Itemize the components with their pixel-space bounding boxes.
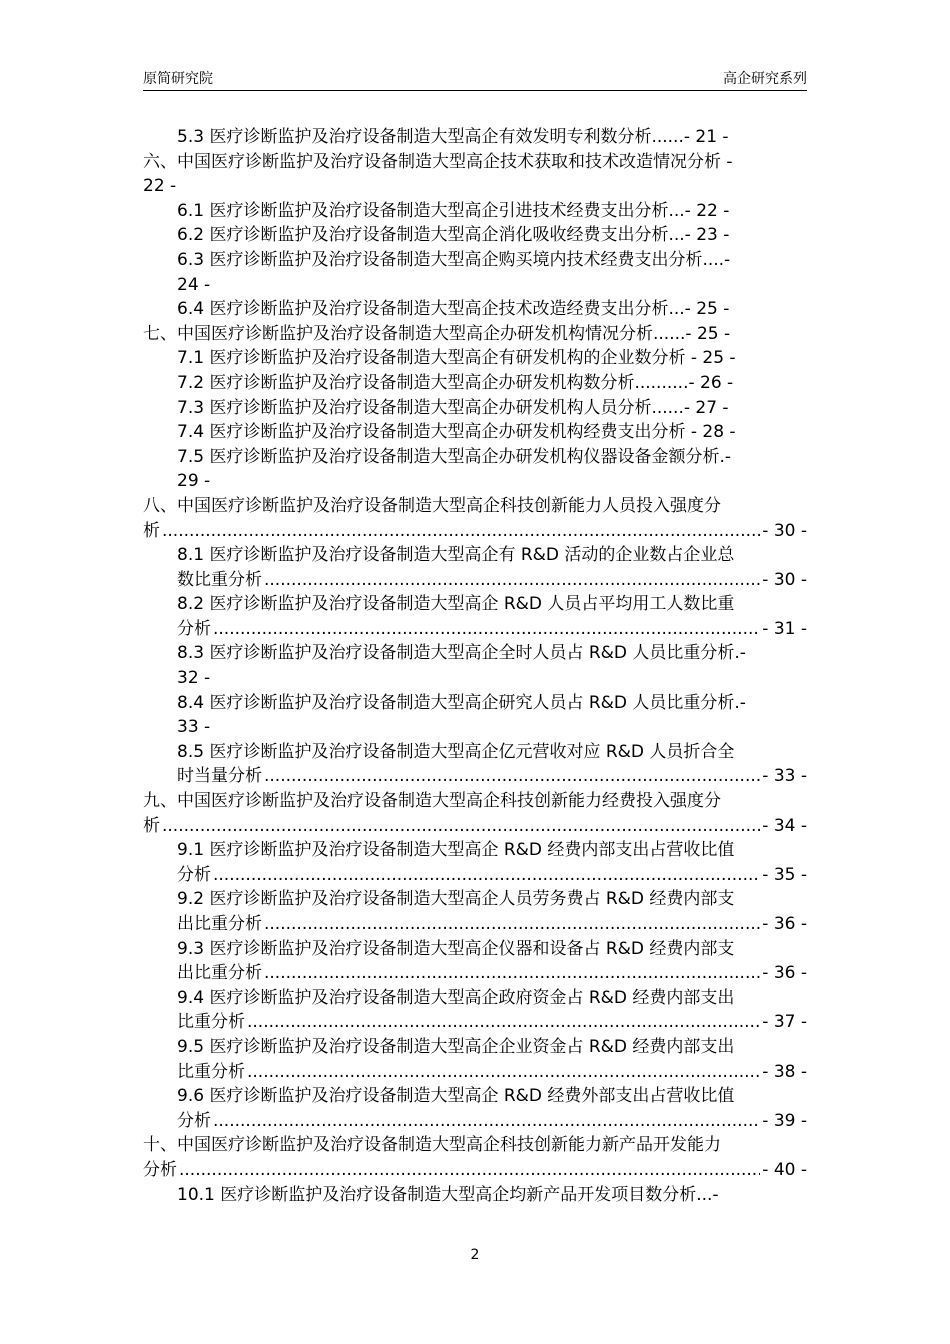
toc-entry-line: 9.1 医疗诊断监护及治疗设备制造大型高企 R&D 经费内部支出占营收比值 xyxy=(177,840,735,861)
toc-entry-line: 6.4 医疗诊断监护及治疗设备制造大型高企技术改造经费支出分析...- 25 - xyxy=(177,299,730,320)
toc-entry[interactable] xyxy=(143,1183,807,1208)
toc-entry[interactable] xyxy=(143,199,807,224)
toc-entry-tail: 时当量分析 xyxy=(177,766,262,787)
toc-entry[interactable] xyxy=(143,1084,807,1133)
dot-leader xyxy=(264,912,760,937)
toc-page-ref: - 37 - xyxy=(762,1012,807,1033)
toc-entry[interactable] xyxy=(143,1035,807,1084)
toc-page-ref: - 30 - xyxy=(762,520,807,541)
toc-entry-line: 33 - xyxy=(177,717,211,738)
toc-entry-line: 9.4 医疗诊断监护及治疗设备制造大型高企政府资金占 R&D 经费内部支出 xyxy=(177,987,735,1008)
toc-entry-line: 8.4 医疗诊断监护及治疗设备制造大型高企研究人员占 R&D 人员比重分析.- xyxy=(177,692,746,713)
toc-entry-leader-line xyxy=(177,912,807,937)
dot-leader xyxy=(213,863,760,888)
toc-entry-tail: 分析 xyxy=(177,618,211,639)
dot-leader xyxy=(247,1060,760,1085)
toc-entry-line: 6.3 医疗诊断监护及治疗设备制造大型高企购买境内技术经费支出分析....- xyxy=(177,249,731,270)
toc-entry-tail: 数比重分析 xyxy=(177,569,262,590)
toc-entry-leader-line xyxy=(177,568,807,593)
toc-entry-leader-line xyxy=(143,519,807,544)
toc-entry-line: 7.3 医疗诊断监护及治疗设备制造大型高企办研发机构人员分析......- 27 - xyxy=(177,397,729,418)
page-header xyxy=(143,66,807,91)
toc-page-ref: - 31 - xyxy=(762,618,807,639)
toc-entry-line: 8.3 医疗诊断监护及治疗设备制造大型高企全时人员占 R&D 人员比重分析.- xyxy=(177,643,746,664)
toc-entry[interactable] xyxy=(143,789,807,838)
toc-entry-line: 7.1 医疗诊断监护及治疗设备制造大型高企有研发机构的企业数分析 - 25 - xyxy=(177,348,736,369)
toc-entry[interactable] xyxy=(143,887,807,936)
dot-leader xyxy=(264,961,760,986)
toc-page-ref: - 38 - xyxy=(762,1061,807,1082)
toc-entry-leader-line xyxy=(177,863,807,888)
toc-entry[interactable] xyxy=(143,1133,807,1182)
dot-leader xyxy=(264,764,760,789)
toc-entry-line: 9.2 医疗诊断监护及治疗设备制造大型高企人员劳务费占 R&D 经费内部支 xyxy=(177,889,735,910)
toc-entry-line: 九、中国医疗诊断监护及治疗设备制造大型高企科技创新能力经费投入强度分 xyxy=(143,791,721,812)
toc-entry[interactable] xyxy=(143,396,807,421)
toc-entry-line: 24 - xyxy=(177,274,211,295)
toc-entry[interactable] xyxy=(143,150,807,199)
toc-entry[interactable] xyxy=(143,592,807,641)
toc-entry-tail: 出比重分析 xyxy=(177,963,262,984)
toc-page-ref: - 36 - xyxy=(762,914,807,934)
toc-entry[interactable] xyxy=(143,420,807,445)
toc-entry[interactable] xyxy=(143,543,807,592)
dot-leader xyxy=(213,617,760,642)
toc-page-ref: - 30 - xyxy=(762,569,807,590)
toc-entry[interactable] xyxy=(143,740,807,789)
header-org: 原简研究院 xyxy=(143,71,213,87)
toc-entry-line: 5.3 医疗诊断监护及治疗设备制造大型高企有效发明专利数分析......- 21 - xyxy=(177,127,729,147)
toc-entry-line: 9.6 医疗诊断监护及治疗设备制造大型高企 R&D 经费外部支出占营收比值 xyxy=(177,1086,735,1107)
toc-entry[interactable] xyxy=(143,445,807,494)
toc-entry[interactable] xyxy=(143,346,807,371)
toc-entry[interactable] xyxy=(143,371,807,396)
toc-entry-line: 32 - xyxy=(177,668,211,689)
toc-entry-line: 7.4 医疗诊断监护及治疗设备制造大型高企办研发机构经费支出分析 - 28 - xyxy=(177,422,736,443)
toc-entry-line: 7.2 医疗诊断监护及治疗设备制造大型高企办研发机构数分析..........- 26 - xyxy=(177,372,734,393)
toc-page-ref: - 35 - xyxy=(762,864,807,885)
toc-entry[interactable] xyxy=(143,986,807,1035)
toc-entry[interactable] xyxy=(143,297,807,322)
toc-entry-line: 六、中国医疗诊断监护及治疗设备制造大型高企技术获取和技术改造情况分析 - xyxy=(143,151,733,172)
toc-entry-tail: 分析 xyxy=(177,864,211,885)
toc-page-ref: - 34 - xyxy=(762,815,807,836)
toc-page-ref: - 39 - xyxy=(762,1110,807,1131)
toc-entry-leader-line xyxy=(177,1060,807,1085)
header-series: 高企研究系列 xyxy=(723,71,807,87)
toc-entry-line: 9.5 医疗诊断监护及治疗设备制造大型高企企业资金占 R&D 经费内部支出 xyxy=(177,1036,735,1057)
toc-entry-line: 6.2 医疗诊断监护及治疗设备制造大型高企消化吸收经费支出分析...- 23 - xyxy=(177,225,730,246)
toc-entry-line: 8.1 医疗诊断监护及治疗设备制造大型高企有 R&D 活动的企业数占企业总 xyxy=(177,545,735,566)
toc-entry-tail: 分析 xyxy=(177,1110,211,1131)
dot-leader xyxy=(162,814,760,839)
toc-entry[interactable] xyxy=(143,322,807,347)
toc-entry-line: 8.2 医疗诊断监护及治疗设备制造大型高企 R&D 人员占平均用工人数比重 xyxy=(177,594,735,615)
toc-entry-leader-line xyxy=(177,1109,807,1134)
toc-entry-line: 6.1 医疗诊断监护及治疗设备制造大型高企引进技术经费支出分析...- 22 - xyxy=(177,200,730,221)
toc-entry[interactable] xyxy=(143,937,807,986)
toc-entry[interactable] xyxy=(143,125,807,150)
dot-leader xyxy=(162,519,760,544)
toc-entry[interactable] xyxy=(143,641,807,690)
toc-entry-leader-line xyxy=(177,1010,807,1035)
toc-entry-line: 10.1 医疗诊断监护及治疗设备制造大型高企均新产品开发项目数分析...- xyxy=(177,1184,719,1205)
toc-entry-tail: 析 xyxy=(143,815,160,836)
toc-entry-line: 8.5 医疗诊断监护及治疗设备制造大型高企亿元营收对应 R&D 人员折合全 xyxy=(177,741,735,762)
page-number: 2 xyxy=(470,1247,480,1263)
toc-entry-tail: 比重分析 xyxy=(177,1012,245,1033)
toc-entry[interactable] xyxy=(143,838,807,887)
toc-entry-line: 29 - xyxy=(177,471,211,492)
toc-entry[interactable] xyxy=(143,691,807,740)
toc-entry-line: 八、中国医疗诊断监护及治疗设备制造大型高企科技创新能力人员投入强度分 xyxy=(143,495,721,516)
toc-entry-line: 9.3 医疗诊断监护及治疗设备制造大型高企仪器和设备占 R&D 经费内部支 xyxy=(177,938,735,959)
table-of-contents xyxy=(143,125,807,1207)
toc-entry-leader-line xyxy=(177,961,807,986)
toc-entry-line: 七、中国医疗诊断监护及治疗设备制造大型高企办研发机构情况分析......- 25 - xyxy=(143,323,731,344)
toc-page-ref: - 36 - xyxy=(762,963,807,984)
toc-page-ref: - 33 - xyxy=(762,766,807,787)
toc-entry[interactable] xyxy=(143,248,807,297)
toc-entry-tail: 分析 xyxy=(143,1159,177,1180)
toc-entry-line: 22 - xyxy=(143,176,177,197)
toc-entry-leader-line xyxy=(177,617,807,642)
toc-entry-tail: 比重分析 xyxy=(177,1061,245,1082)
toc-entry-tail: 析 xyxy=(143,520,160,541)
dot-leader xyxy=(179,1158,760,1183)
toc-entry-leader-line xyxy=(177,764,807,789)
toc-entry-line: 十、中国医疗诊断监护及治疗设备制造大型高企科技创新能力新产品开发能力 xyxy=(143,1135,721,1156)
toc-entry-leader-line xyxy=(143,814,807,839)
toc-entry[interactable] xyxy=(143,223,807,248)
toc-entry-leader-line xyxy=(143,1158,807,1183)
toc-page-ref: - 40 - xyxy=(762,1159,807,1180)
dot-leader xyxy=(264,568,760,593)
toc-entry-tail: 出比重分析 xyxy=(177,914,262,934)
dot-leader xyxy=(247,1010,760,1035)
toc-entry[interactable] xyxy=(143,494,807,543)
toc-entry-line: 7.5 医疗诊断监护及治疗设备制造大型高企办研发机构仪器设备金额分析.- xyxy=(177,446,731,467)
dot-leader xyxy=(213,1109,760,1134)
